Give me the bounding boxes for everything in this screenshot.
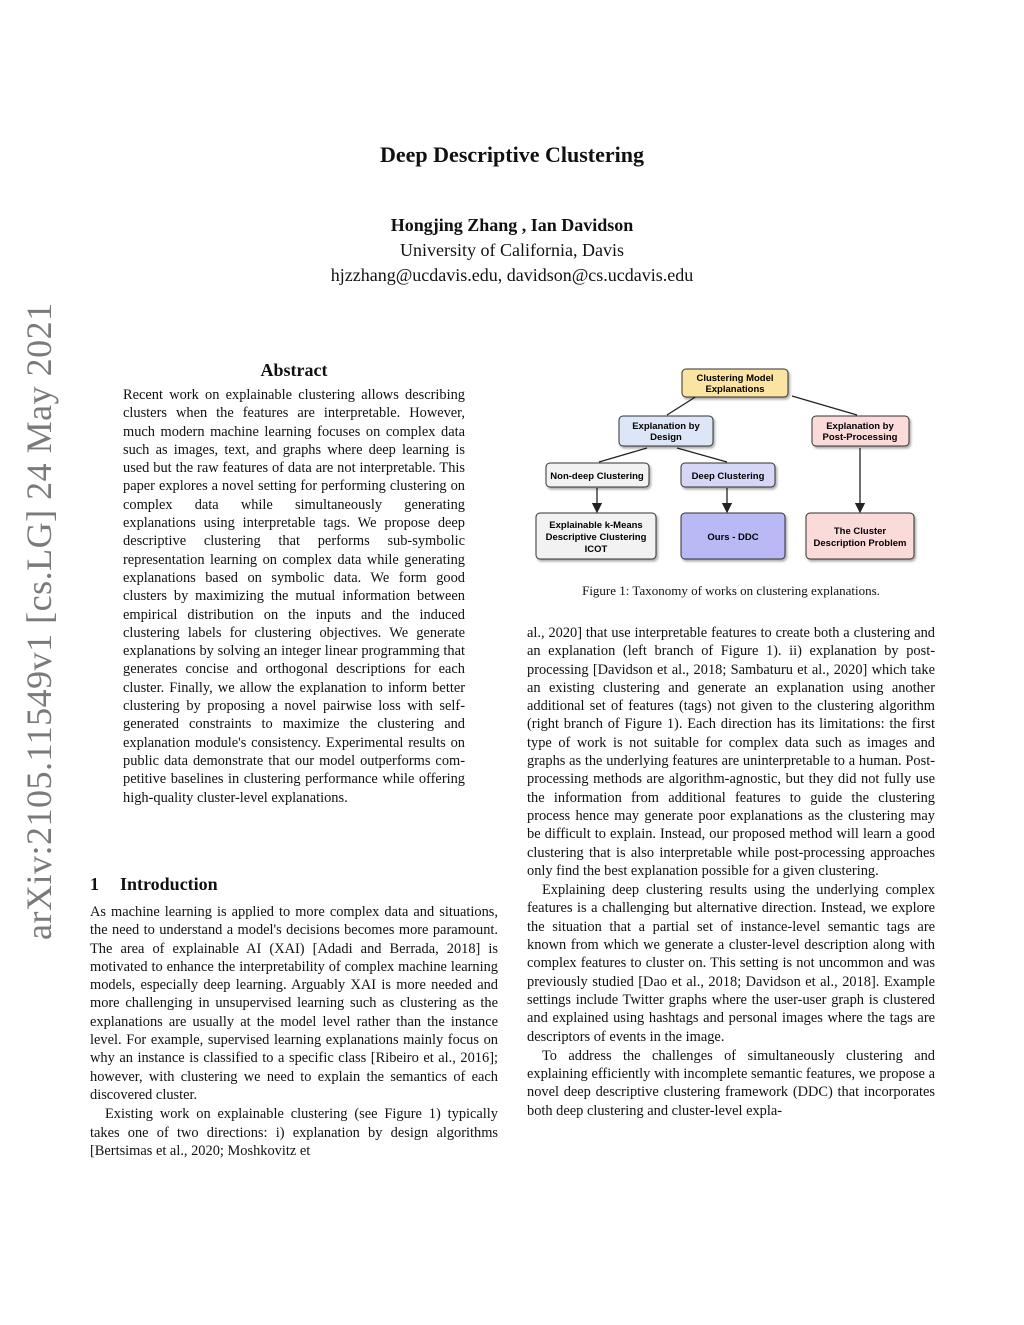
arxiv-identifier: arXiv:2105.11549v1 [cs.LG] 24 May 2021 bbox=[19, 302, 59, 940]
introduction-text bbox=[90, 903, 498, 1160]
node-clustering-model-explanations bbox=[682, 369, 788, 397]
right-paragraph-1: al., 2020] that use interpretable features to create both a clustering and an explanation (left branch of Figure 1). ii) explanation by post-processing [Davidson et al., 2018; Sambaturu et al., 2020] which take an existing clustering and generate an explanation using another additional set of features (tags) not given to the clustering algorithm (right branch of Figure 1). Each direction has its limitations: the first type of work is not suitable for complex data such as images and graphs as the underlying features are uninterpretable to a human. Post-processing methods are algorithm-agnostic, but they did not fully use the information from additional features to guide the clustering process hence may generate poor explanations as the clustering may be difficult to explain. Instead, our proposed method will learn a good clustering that is also interpretable while post-processing approaches only find the best explanation possible for a given clustering. bbox=[527, 625, 935, 879]
abstract-text: Recent work on explainable clustering allows describing clusters when the features are interpretable. However, much modern machine learning focuses on complex data such as images, text, and graphs where deep learning is used but the raw features of data are not interpretable. This paper explores a novel setting for performing clustering on complex data while simultaneously generating explanations using interpretable tags. We propose deep descriptive clustering that performs sub-symbolic representation learning on complex data while generating explanations based on symbolic data. We form good clusters by maximizing the mutual information between empirical distribution on the inputs and the induced clustering labels for clustering objectives. We generate explanations by solving an integer linear programming that generates concise and orthogonal descriptions for each cluster. Finally, we allow the explanation to inform better clustering by proposing a novel pairwise loss with self-generated constraints to maximize the clustering and explanation module's consistency. Experimental results on public data demonstrate that our model outperforms competitive baselines in clustering performance while offering high-quality cluster-level explanations. bbox=[123, 387, 465, 806]
node-cluster-description-problem bbox=[806, 513, 914, 559]
section-heading-introduction bbox=[90, 874, 500, 895]
node-ours-ddc bbox=[681, 513, 785, 559]
node-explanation-by-design bbox=[619, 416, 713, 446]
figure-1-taxonomy-diagram bbox=[527, 360, 935, 610]
author-block bbox=[0, 213, 1024, 288]
svg-text:Explanations: Explanations bbox=[705, 384, 765, 395]
svg-text:Clustering Model: Clustering Model bbox=[696, 373, 774, 384]
node-non-deep-clustering bbox=[546, 463, 649, 487]
paper-title: Deep Descriptive Clustering bbox=[380, 142, 644, 167]
svg-text:Design: Design bbox=[650, 432, 682, 443]
edge-root-design bbox=[667, 396, 697, 415]
svg-text:Descriptive Clustering: Descriptive Clustering bbox=[545, 532, 647, 543]
svg-text:Description Problem: Description Problem bbox=[813, 538, 907, 549]
author-names: Hongjing Zhang , Ian Davidson bbox=[390, 215, 634, 235]
svg-text:Ours - DDC: Ours - DDC bbox=[707, 532, 759, 543]
svg-text:Explanation by: Explanation by bbox=[826, 421, 894, 432]
section-number: 1 bbox=[90, 874, 99, 894]
svg-text:Deep Clustering: Deep Clustering bbox=[691, 471, 765, 482]
right-paragraph-2: Explaining deep clustering results using the underlying complex features is a challenging but alternative direction. Instead, we explore the situation that a partial set of instance-level semantic tags are known from which we generate a cluster-level description along with complex features to cluster on. This setting is not uncommon and was previously studied [Dao et al., 2018; Davidson et al., 2018]. Example settings include Twitter graphs where the user-user graph is clustered and explained using hashtags and personal images where the tags are descriptors of events in the image. bbox=[527, 882, 935, 1045]
node-explainable-kmeans bbox=[536, 513, 656, 559]
figure-1-caption: Figure 1: Taxonomy of works on clustering explanations. bbox=[582, 583, 880, 598]
edge-design-nondeep bbox=[599, 448, 647, 462]
author-emails: hjzzhang@ucdavis.edu, davidson@cs.ucdavis.edu bbox=[330, 265, 694, 285]
svg-text:Post-Processing: Post-Processing bbox=[822, 432, 898, 443]
edge-root-post bbox=[792, 396, 857, 415]
svg-text:Explanation by: Explanation by bbox=[632, 421, 700, 432]
node-explanation-by-post-processing bbox=[812, 416, 909, 446]
svg-text:Explainable k-Means: Explainable k-Means bbox=[549, 520, 643, 531]
svg-text:The Cluster: The Cluster bbox=[833, 526, 887, 537]
node-deep-clustering bbox=[681, 463, 775, 487]
right-paragraph-3: To address the challenges of simultaneously clustering and explaining efficiently with incomplete semantic features, we propose a novel deep descriptive clustering framework (DDC) that incorporates both deep clustering and cluster-level expla- bbox=[527, 1047, 935, 1119]
intro-paragraph-2: Existing work on explainable clustering (see Figure 1) typically takes one of two directions: i) explanation by design algorithms [Bertsimas et al., 2020; Moshkovitz et bbox=[90, 1106, 498, 1159]
svg-text:Non-deep Clustering: Non-deep Clustering bbox=[550, 471, 644, 482]
section-title: Introduction bbox=[120, 874, 218, 894]
edge-design-deep bbox=[677, 448, 727, 462]
intro-paragraph-1: As machine learning is applied to more complex data and situations, the need to understand a model's decisions becomes more paramount. The area of explainable AI (XAI) [Adadi and Berrada, 2018] is motivated to enhance the interpretability of complex machine learning models, especially deep learning. Arguably XAI is more needed and more challenging in unsupervised learning such as clustering as the explanations are usually at the model level rather than the instance level. For example, supervised learning explanations mainly focus on why an instance is classified to a specific class [Ribeiro et al., 2016]; however, with clustering we need to explain the semantics of each discovered cluster. bbox=[90, 904, 498, 1103]
right-column-text bbox=[527, 624, 935, 1120]
abstract-heading: Abstract bbox=[260, 360, 328, 380]
author-affiliation: University of California, Davis bbox=[400, 240, 624, 260]
svg-text:ICOT: ICOT bbox=[584, 544, 608, 555]
